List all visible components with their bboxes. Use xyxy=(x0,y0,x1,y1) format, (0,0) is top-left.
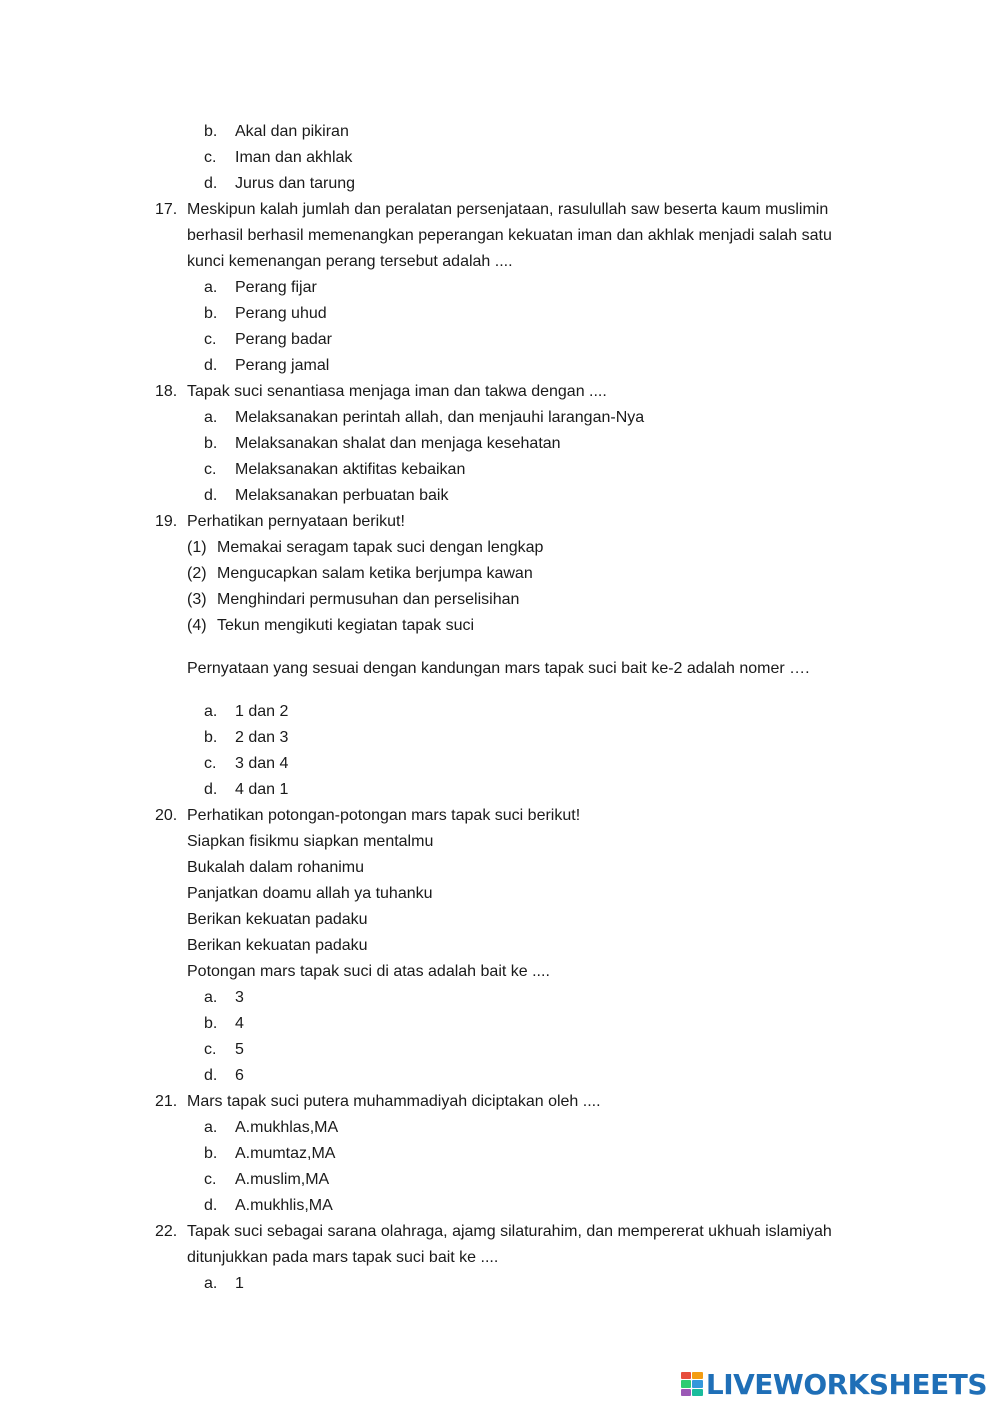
question-17: 17. Meskipun kalah jumlah dan peralatan persenjataan, rasulullah saw beserta kaum muslimin xyxy=(155,201,829,218)
option-b: b. Akal dan pikiran xyxy=(204,123,349,140)
lyric-line: Siapkan fisikmu siapkan mentalmu xyxy=(187,833,434,850)
option-a: a. 1 xyxy=(204,1275,244,1292)
option-b: b. 2 dan 3 xyxy=(204,729,289,746)
question-21: 21. Mars tapak suci putera muhammadiyah diciptakan oleh .... xyxy=(155,1093,601,1110)
logo-square xyxy=(692,1372,703,1379)
question-19: 19. Perhatikan pernyataan berikut! xyxy=(155,513,405,530)
lyric-line: Panjatkan doamu allah ya tuhanku xyxy=(187,885,433,902)
option-d: d. Perang jamal xyxy=(204,357,330,374)
option-a: a. 1 dan 2 xyxy=(204,703,289,720)
lyric-line: Berikan kekuatan padaku xyxy=(187,911,368,928)
option-d: d. 6 xyxy=(204,1067,244,1084)
statement-3: (3) Menghindari permusuhan dan perselisihan xyxy=(187,591,520,608)
option-c: c. 3 dan 4 xyxy=(204,755,289,772)
option-c: c. Iman dan akhlak xyxy=(204,149,353,166)
lyric-line: Bukalah dalam rohanimu xyxy=(187,859,364,876)
option-a: a. Melaksanakan perintah allah, dan menjauhi larangan-Nya xyxy=(204,409,645,426)
liveworksheets-brand: LIVEWORKSHEETS xyxy=(705,1367,987,1401)
option-d: d. 4 dan 1 xyxy=(204,781,289,798)
option-d: d. Melaksanakan perbuatan baik xyxy=(204,487,449,504)
logo-square xyxy=(681,1372,692,1379)
logo-square xyxy=(681,1389,692,1396)
option-b: b. A.mumtaz,MA xyxy=(204,1145,336,1162)
statement-1: (1) Memakai seragam tapak suci dengan lengkap xyxy=(187,539,544,556)
option-a: a. A.mukhlas,MA xyxy=(204,1119,339,1136)
question-19-prompt: Pernyataan yang sesuai dengan kandungan mars tapak suci bait ke-2 adalah nomer …. xyxy=(187,660,810,677)
statement-2: (2) Mengucapkan salam ketika berjumpa kawan xyxy=(187,565,533,582)
option-b: b. Melaksanakan shalat dan menjaga kesehatan xyxy=(204,435,561,452)
question-17-line: kunci kemenangan perang tersebut adalah .... xyxy=(187,253,513,270)
logo-square xyxy=(692,1389,703,1396)
question-22-line: ditunjukkan pada mars tapak suci bait ke .... xyxy=(187,1249,499,1266)
option-c: c. A.muslim,MA xyxy=(204,1171,330,1188)
logo-square xyxy=(681,1380,692,1387)
option-a: a. 3 xyxy=(204,989,244,1006)
statement-4: (4) Tekun mengikuti kegiatan tapak suci xyxy=(187,617,475,634)
option-b: b. Perang uhud xyxy=(204,305,327,322)
liveworksheets-logo[interactable] xyxy=(681,1367,987,1401)
question-20: 20. Perhatikan potongan-potongan mars tapak suci berikut! xyxy=(155,807,581,824)
option-a: a. Perang fijar xyxy=(204,279,317,296)
lyric-line: Berikan kekuatan padaku xyxy=(187,937,368,954)
worksheet-document xyxy=(0,119,999,1297)
liveworksheets-icon xyxy=(681,1372,703,1396)
option-c: c. 5 xyxy=(204,1041,244,1058)
option-d: d. A.mukhlis,MA xyxy=(204,1197,333,1214)
option-c: c. Melaksanakan aktifitas kebaikan xyxy=(204,461,466,478)
question-17-line: berhasil berhasil memenangkan peperangan kekuatan iman dan akhlak menjadi salah satu xyxy=(187,227,832,244)
option-b: b. 4 xyxy=(204,1015,244,1032)
option-c: c. Perang badar xyxy=(204,331,332,348)
question-22: 22. Tapak suci sebagai sarana olahraga, ajamg silaturahim, dan mempererat ukhuah islamiyah xyxy=(155,1223,832,1240)
question-20-prompt: Potongan mars tapak suci di atas adalah bait ke .... xyxy=(187,963,550,980)
logo-square xyxy=(692,1380,703,1387)
question-18: 18. Tapak suci senantiasa menjaga iman dan takwa dengan .... xyxy=(155,383,607,400)
option-d: d. Jurus dan tarung xyxy=(204,175,356,192)
